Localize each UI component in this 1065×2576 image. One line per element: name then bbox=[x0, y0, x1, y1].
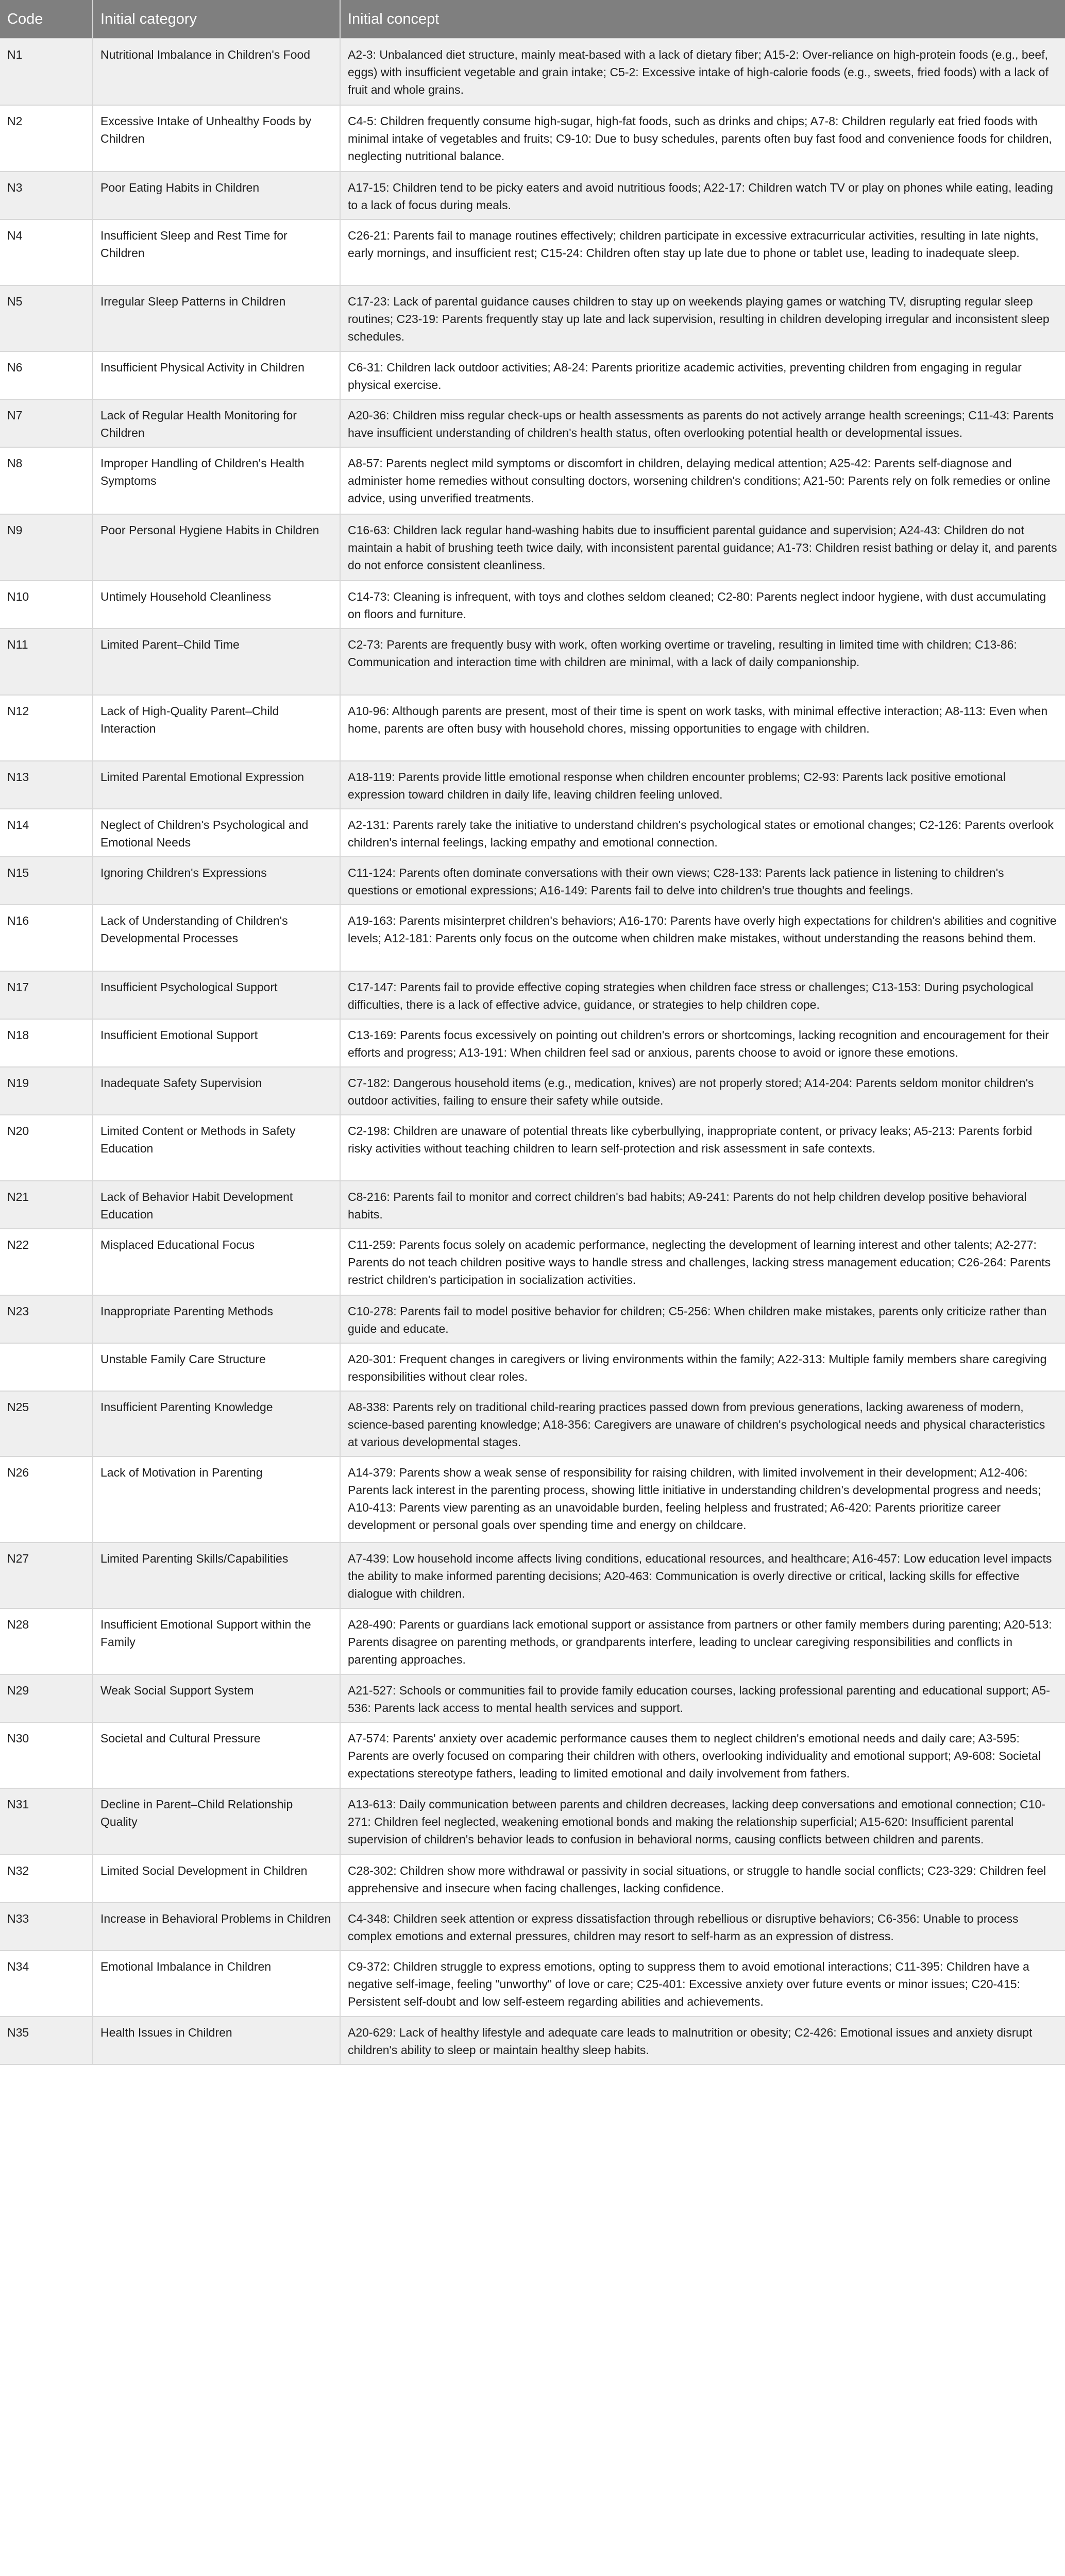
table-row bbox=[0, 1951, 1065, 2016]
cell-code: N2 bbox=[0, 105, 93, 172]
cell-category: Insufficient Sleep and Rest Time for Children bbox=[93, 219, 340, 285]
table-row bbox=[0, 1391, 1065, 1456]
table-row bbox=[0, 1855, 1065, 1903]
cell-code: N21 bbox=[0, 1181, 93, 1229]
cell-code: N35 bbox=[0, 2016, 93, 2064]
table-row bbox=[0, 1788, 1065, 1855]
table-row bbox=[0, 1067, 1065, 1115]
cell-concept: C6-31: Children lack outdoor activities; A8-24: Parents prioritize academic activities, preventing children from engaging in regular physical exercise. bbox=[340, 351, 1065, 399]
cell-concept: C2-198: Children are unaware of potential threats like cyberbullying, inappropriate content, or privacy leaks; A5-213: Parents forbid risky activities without teaching children to learn self-protection and risk assessment in safe contexts. bbox=[340, 1115, 1065, 1181]
cell-concept: A17-15: Children tend to be picky eaters and avoid nutritious foods; A22-17: Children watch TV or play on phones while eating, leading to a lack of focus during meals. bbox=[340, 172, 1065, 219]
table-row bbox=[0, 971, 1065, 1019]
cell-concept: C4-348: Children seek attention or express dissatisfaction through rebellious or disruptive behaviors; C6-356: Unable to process complex emotions and external pressures, children may resort to self-harm as an expression of distress. bbox=[340, 1903, 1065, 1951]
cell-code: N29 bbox=[0, 1674, 93, 1722]
cell-category: Lack of Understanding of Children's Developmental Processes bbox=[93, 905, 340, 971]
cell-code: N18 bbox=[0, 1019, 93, 1067]
table-row bbox=[0, 1456, 1065, 1543]
cell-code: N30 bbox=[0, 1722, 93, 1788]
cell-code: N12 bbox=[0, 695, 93, 761]
cell-code: N31 bbox=[0, 1788, 93, 1855]
cell-category: Decline in Parent–Child Relationship Quality bbox=[93, 1788, 340, 1855]
cell-category: Inadequate Safety Supervision bbox=[93, 1067, 340, 1115]
cell-code: N7 bbox=[0, 399, 93, 447]
cell-concept: A2-131: Parents rarely take the initiative to understand children's psychological states or emotional changes; C2-126: Parents overlook children's internal feelings, lacking empathy and emotional connection. bbox=[340, 809, 1065, 857]
cell-category: Limited Parental Emotional Expression bbox=[93, 761, 340, 809]
table-row bbox=[0, 1674, 1065, 1722]
cell-concept: A10-96: Although parents are present, most of their time is spent on work tasks, with minimal effective interaction; A8-113: Even when home, parents are often busy with household chores, missing opportunities to engage with children. bbox=[340, 695, 1065, 761]
cell-category: Limited Social Development in Children bbox=[93, 1855, 340, 1903]
table-row bbox=[0, 1722, 1065, 1788]
cell-category: Poor Personal Hygiene Habits in Children bbox=[93, 514, 340, 581]
cell-code: N3 bbox=[0, 172, 93, 219]
cell-code: N14 bbox=[0, 809, 93, 857]
cell-concept: C17-23: Lack of parental guidance causes children to stay up on weekends playing games or watching TV, disrupting regular sleep routines; C23-19: Parents frequently stay up late and lack supervision, resulting in children developing irregular and inconsistent sleep schedules. bbox=[340, 285, 1065, 351]
cell-concept: A7-439: Low household income affects living conditions, educational resources, and healthcare; A16-457: Low education level impacts the ability to make informed parenting decisions; A20-463: Communication is overly directive or critical, lacking skills for effective dialogue with children. bbox=[340, 1543, 1065, 1608]
table-row bbox=[0, 447, 1065, 514]
cell-category: Limited Content or Methods in Safety Education bbox=[93, 1115, 340, 1181]
cell-concept: A8-338: Parents rely on traditional child-rearing practices passed down from previous generations, lacking awareness of modern, science-based parenting knowledge; A18-356: Caregivers are unaware of children's psychological needs and physical characteristics at various developmental stages. bbox=[340, 1391, 1065, 1456]
header-code: Code bbox=[0, 0, 93, 39]
cell-code: N13 bbox=[0, 761, 93, 809]
header-row bbox=[0, 0, 1065, 39]
table-row bbox=[0, 172, 1065, 219]
cell-concept: C7-182: Dangerous household items (e.g., medication, knives) are not properly stored; A14-204: Parents seldom monitor children's outdoor activities, failing to ensure their safety while outside. bbox=[340, 1067, 1065, 1115]
cell-concept: A19-163: Parents misinterpret children's behaviors; A16-170: Parents have overly high expectations for children's abilities and cognitive levels; A12-181: Parents only focus on the outcome when children make mistakes, without understanding the reasons behind them. bbox=[340, 905, 1065, 971]
cell-category: Nutritional Imbalance in Children's Food bbox=[93, 39, 340, 105]
header-concept: Initial concept bbox=[340, 0, 1065, 39]
cell-category: Insufficient Emotional Support within the Family bbox=[93, 1608, 340, 1674]
cell-concept: C11-124: Parents often dominate conversations with their own views; C28-133: Parents lack patience in listening to children's questions or emotional expressions; A16-149: Parents fail to delve into children's true thoughts and feelings. bbox=[340, 857, 1065, 905]
table-row bbox=[0, 629, 1065, 695]
table-row bbox=[0, 1608, 1065, 1674]
cell-concept: C17-147: Parents fail to provide effective coping strategies when children face stress or challenges; C13-153: During psychological difficulties, there is a lack of effective advice, guidance, or strategies to help children cope. bbox=[340, 971, 1065, 1019]
table-row bbox=[0, 809, 1065, 857]
table-row bbox=[0, 1295, 1065, 1343]
cell-category: Emotional Imbalance in Children bbox=[93, 1951, 340, 2016]
cell-category: Lack of Behavior Habit Development Education bbox=[93, 1181, 340, 1229]
cell-code: N6 bbox=[0, 351, 93, 399]
cell-code: N34 bbox=[0, 1951, 93, 2016]
cell-category: Untimely Household Cleanliness bbox=[93, 581, 340, 629]
cell-code: N20 bbox=[0, 1115, 93, 1181]
cell-concept: A20-629: Lack of healthy lifestyle and adequate care leads to malnutrition or obesity; C2-426: Emotional issues and anxiety disrupt children's ability to sleep or maintain healthy sleep habits. bbox=[340, 2016, 1065, 2064]
cell-code: N16 bbox=[0, 905, 93, 971]
cell-concept: A14-379: Parents show a weak sense of responsibility for raising children, with limited involvement in their development; A12-406: Parents lack interest in the parenting process, showing little initiative in understanding children's developmental progress and needs; A10-413: Parents view parenting as an unavoidable burden, feeling helpless and frustrated; A6-420: Parents prioritize career development or personal goals over spending time and energy on childcare. bbox=[340, 1456, 1065, 1543]
table-row bbox=[0, 39, 1065, 105]
cell-category: Misplaced Educational Focus bbox=[93, 1229, 340, 1295]
cell-concept: A13-613: Daily communication between parents and children decreases, lacking deep conversations and emotional connection; C10-271: Children feel neglected, weakening emotional bonds and making the relationship superficial; A15-620: Insufficient parental supervision of children's behavior leads to confusion in behavioral norms, causing conflicts between children and parents. bbox=[340, 1788, 1065, 1855]
cell-category: Excessive Intake of Unhealthy Foods by Children bbox=[93, 105, 340, 172]
cell-concept: C9-372: Children struggle to express emotions, opting to suppress them to avoid emotional interactions; C11-395: Children have a negative self-image, feeling "unworthy" of love or care; C25-401: Excessive anxiety over future events or minor issues; C20-415: Persistent self-doubt and low self-esteem regarding abilities and achievements. bbox=[340, 1951, 1065, 2016]
cell-category: Insufficient Parenting Knowledge bbox=[93, 1391, 340, 1456]
cell-concept: C14-73: Cleaning is infrequent, with toys and clothes seldom cleaned; C2-80: Parents neglect indoor hygiene, with dust accumulating on floors and furniture. bbox=[340, 581, 1065, 629]
cell-category: Ignoring Children's Expressions bbox=[93, 857, 340, 905]
cell-code: N19 bbox=[0, 1067, 93, 1115]
cell-concept: A2-3: Unbalanced diet structure, mainly meat-based with a lack of dietary fiber; A15-2: Over-reliance on high-protein foods (e.g., beef, eggs) with insufficient vegetable and grain intake; C5-2: Excessive intake of high-calorie foods (e.g., sweets, fried foods) with a lack of fruit and whole grains. bbox=[340, 39, 1065, 105]
table-row bbox=[0, 695, 1065, 761]
cell-concept: C10-278: Parents fail to model positive behavior for children; C5-256: When children make mistakes, parents only criticize rather than guide and educate. bbox=[340, 1295, 1065, 1343]
cell-code: N5 bbox=[0, 285, 93, 351]
table-row bbox=[0, 351, 1065, 399]
header-category: Initial category bbox=[93, 0, 340, 39]
cell-code bbox=[0, 1343, 93, 1391]
cell-category: Limited Parent–Child Time bbox=[93, 629, 340, 695]
cell-category: Lack of Regular Health Monitoring for Children bbox=[93, 399, 340, 447]
table-body bbox=[0, 39, 1065, 2064]
table-header bbox=[0, 0, 1065, 39]
cell-concept: C26-21: Parents fail to manage routines effectively; children participate in excessive extracurricular activities, resulting in late nights, early mornings, and insufficient rest; C15-24: Children often stay up late due to phone or tablet use, leading to inadequate sleep. bbox=[340, 219, 1065, 285]
cell-category: Weak Social Support System bbox=[93, 1674, 340, 1722]
cell-concept: A18-119: Parents provide little emotional response when children encounter problems; C2-93: Parents lack positive emotional expression toward children in daily life, leaving children feeling unloved. bbox=[340, 761, 1065, 809]
cell-code: N17 bbox=[0, 971, 93, 1019]
cell-concept: A20-36: Children miss regular check-ups or health assessments as parents do not actively arrange health screenings; C11-43: Parents have insufficient understanding of children's health status, often overlooking potential health or developmental issues. bbox=[340, 399, 1065, 447]
table-row bbox=[0, 1115, 1065, 1181]
cell-code: N11 bbox=[0, 629, 93, 695]
cell-code: N32 bbox=[0, 1855, 93, 1903]
cell-concept: C8-216: Parents fail to monitor and correct children's bad habits; A9-241: Parents do not help children develop positive behavioral habits. bbox=[340, 1181, 1065, 1229]
cell-category: Unstable Family Care Structure bbox=[93, 1343, 340, 1391]
cell-code: N1 bbox=[0, 39, 93, 105]
cell-category: Irregular Sleep Patterns in Children bbox=[93, 285, 340, 351]
cell-code: N27 bbox=[0, 1543, 93, 1608]
table-row bbox=[0, 2016, 1065, 2064]
cell-code: N33 bbox=[0, 1903, 93, 1951]
cell-concept: C16-63: Children lack regular hand-washing habits due to insufficient parental guidance and supervision; A24-43: Children do not maintain a habit of brushing teeth twice daily, with inconsistent parental guidance; A1-73: Children resist bathing or delay it, and parents do not enforce consistent cleanliness. bbox=[340, 514, 1065, 581]
table-row bbox=[0, 761, 1065, 809]
cell-category: Poor Eating Habits in Children bbox=[93, 172, 340, 219]
cell-code: N23 bbox=[0, 1295, 93, 1343]
table-row bbox=[0, 1229, 1065, 1295]
table-row bbox=[0, 285, 1065, 351]
table-row bbox=[0, 514, 1065, 581]
cell-concept: A8-57: Parents neglect mild symptoms or discomfort in children, delaying medical attention; A25-42: Parents self-diagnose and administer home remedies without consulting doctors, worsening children's conditions; A21-50: Parents rely on folk remedies or online advice, using unverified treatments. bbox=[340, 447, 1065, 514]
cell-code: N9 bbox=[0, 514, 93, 581]
cell-code: N26 bbox=[0, 1456, 93, 1543]
cell-concept: C2-73: Parents are frequently busy with work, often working overtime or traveling, resulting in limited time with children; C13-86: Communication and interaction time with children are minimal, with a lack of daily companionship. bbox=[340, 629, 1065, 695]
table-row bbox=[0, 857, 1065, 905]
table-row bbox=[0, 905, 1065, 971]
cell-code: N28 bbox=[0, 1608, 93, 1674]
table-row bbox=[0, 399, 1065, 447]
table-row bbox=[0, 581, 1065, 629]
table-row bbox=[0, 1181, 1065, 1229]
cell-code: N15 bbox=[0, 857, 93, 905]
cell-concept: A20-301: Frequent changes in caregivers or living environments within the family; A22-313: Multiple family members share caregiving responsibilities without clear roles. bbox=[340, 1343, 1065, 1391]
cell-code: N25 bbox=[0, 1391, 93, 1456]
table-row bbox=[0, 1543, 1065, 1608]
cell-code: N8 bbox=[0, 447, 93, 514]
cell-concept: A28-490: Parents or guardians lack emotional support or assistance from partners or other family members during parenting; A20-513: Parents disagree on parenting methods, or grandparents interfere, leading to unclear caregiving responsibilities and conflicts in parenting approaches. bbox=[340, 1608, 1065, 1674]
cell-concept: A7-574: Parents' anxiety over academic performance causes them to neglect children's emotional needs and daily care; A3-595: Parents are overly focused on comparing their children with others, overlooking individuality and emotional support; A9-608: Societal expectations stereotype fathers, leading to limited emotional and daily involvement from fathers. bbox=[340, 1722, 1065, 1788]
cell-category: Improper Handling of Children's Health Symptoms bbox=[93, 447, 340, 514]
cell-category: Societal and Cultural Pressure bbox=[93, 1722, 340, 1788]
table-row bbox=[0, 1343, 1065, 1391]
table-row bbox=[0, 1903, 1065, 1951]
table-row bbox=[0, 219, 1065, 285]
cell-code: N22 bbox=[0, 1229, 93, 1295]
cell-concept: C4-5: Children frequently consume high-sugar, high-fat foods, such as drinks and chips; A7-8: Children regularly eat fried foods with minimal intake of vegetables and fruits; C9-10: Due to busy schedules, parents often buy fast food and convenience foods for children, neglecting nutritional balance. bbox=[340, 105, 1065, 172]
cell-category: Lack of Motivation in Parenting bbox=[93, 1456, 340, 1543]
cell-code: N4 bbox=[0, 219, 93, 285]
cell-category: Insufficient Psychological Support bbox=[93, 971, 340, 1019]
cell-category: Insufficient Physical Activity in Children bbox=[93, 351, 340, 399]
cell-category: Health Issues in Children bbox=[93, 2016, 340, 2064]
cell-concept: C13-169: Parents focus excessively on pointing out children's errors or shortcomings, lacking recognition and encouragement for their efforts and progress; A13-191: When children feel sad or anxious, parents choose to avoid or ignore these emotions. bbox=[340, 1019, 1065, 1067]
cell-category: Limited Parenting Skills/Capabilities bbox=[93, 1543, 340, 1608]
table-row bbox=[0, 105, 1065, 172]
cell-concept: C28-302: Children show more withdrawal or passivity in social situations, or struggle to handle social conflicts; C23-329: Children feel apprehensive and insecure when facing challenges, lacking confidence. bbox=[340, 1855, 1065, 1903]
cell-category: Insufficient Emotional Support bbox=[93, 1019, 340, 1067]
cell-concept: A21-527: Schools or communities fail to provide family education courses, lacking professional parenting and educational support; A5-536: Parents lack access to mental health services and support. bbox=[340, 1674, 1065, 1722]
cell-concept: C11-259: Parents focus solely on academic performance, neglecting the development of learning interest and other talents; A2-277: Parents do not teach children positive ways to handle stress and challenges, lacking stress management education; C26-264: Parents restrict children's participation in socialization activities. bbox=[340, 1229, 1065, 1295]
cell-category: Inappropriate Parenting Methods bbox=[93, 1295, 340, 1343]
cell-code: N10 bbox=[0, 581, 93, 629]
cell-category: Lack of High-Quality Parent–Child Interaction bbox=[93, 695, 340, 761]
cell-category: Increase in Behavioral Problems in Children bbox=[93, 1903, 340, 1951]
cell-category: Neglect of Children's Psychological and Emotional Needs bbox=[93, 809, 340, 857]
table-row bbox=[0, 1019, 1065, 1067]
